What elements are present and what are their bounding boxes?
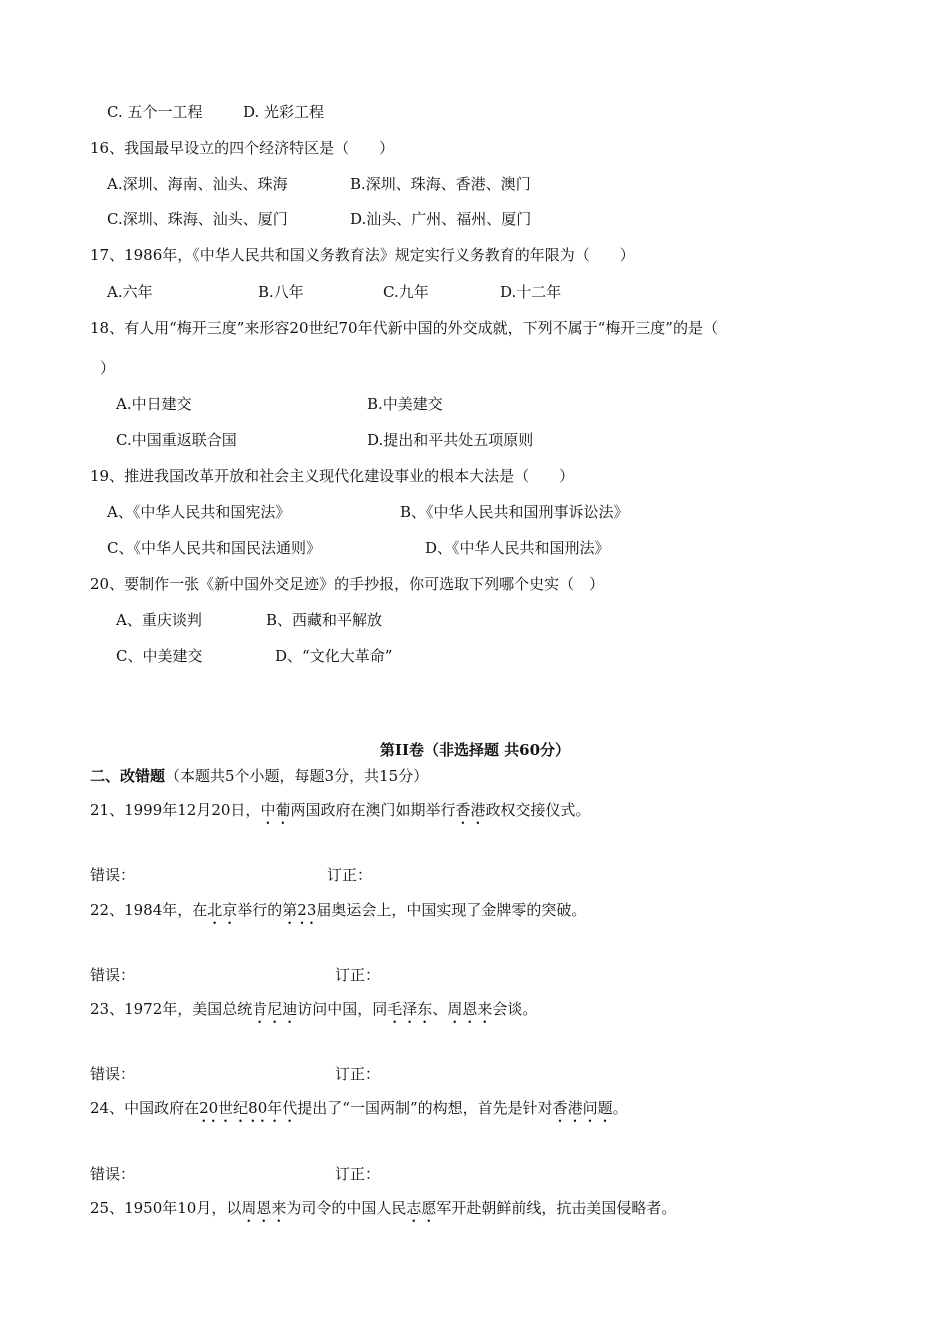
q24-error-mark-1: 20世纪80年代 [199, 1099, 298, 1117]
q20-option-a: A、重庆谈判 [116, 611, 202, 629]
q20-option-b: B、西藏和平解放 [266, 611, 383, 629]
q20-option-c: C、中美建交 [116, 647, 203, 665]
q24-stem [90, 1098, 628, 1126]
q16-option-a: A.深圳、海南、汕头、珠海 [107, 175, 288, 193]
q22-error-label: 错误： [90, 966, 136, 984]
q22-stem [90, 900, 586, 928]
q18-option-a: A.中日建交 [116, 395, 192, 413]
q23-text-2: 访问中国，同 [297, 1000, 388, 1018]
q20-stem: 20、要制作一张《新中国外交足迹》的手抄报，你可选取下列哪个史实（ ） [90, 575, 605, 593]
q19-option-c: C、《中华人民共和国民法通则》 [107, 539, 321, 557]
q21-text-2: 两国政府在澳门如期举行 [290, 801, 456, 819]
section-heading-note: （本题共5个小题，每题3分，共15分） [165, 767, 429, 785]
q19-option-a: A、《中华人民共和国宪法》 [107, 503, 291, 521]
section-heading [90, 766, 428, 786]
q18-option-c: C.中国重返联合国 [116, 431, 237, 449]
q24-error-mark-2: 香港问题 [552, 1099, 613, 1117]
q15-option-c: C. 五个一工程 [107, 103, 203, 121]
q24-fix-label: 订正： [335, 1165, 381, 1183]
q21-text-3: 政权交接仪式。 [485, 801, 591, 819]
q23-error-mark-1: 肯尼迪 [252, 1000, 298, 1018]
q18-stem-end: ） [100, 359, 116, 377]
q16-stem: 16、我国最早设立的四个经济特区是（ ） [90, 139, 395, 157]
q25-text-2: 为司令的中国人民 [286, 1199, 407, 1217]
q21-error-mark-2: 香港 [455, 801, 486, 819]
q24-error-label: 错误： [90, 1165, 136, 1183]
q23-error-label: 错误： [90, 1065, 136, 1083]
q21-error-label: 错误： [90, 866, 136, 884]
q17-option-a: A.六年 [107, 283, 153, 301]
q25-text-3: 军开赴朝鲜前线，抗击美国侵略者。 [436, 1199, 677, 1217]
q24-text-1: 24、中国政府在 [90, 1099, 200, 1117]
q19-option-b: B、《中华人民共和国刑事诉讼法》 [400, 503, 629, 521]
q18-stem: 18、有人用“梅开三度”来形容20世纪70年代新中国的外交成就，下列不属于“梅开三度”的是（ [90, 319, 718, 337]
q17-option-d: D.十二年 [500, 283, 562, 301]
q15-option-d: D. 光彩工程 [243, 103, 325, 121]
q21-fix-label: 订正： [327, 866, 373, 884]
q18-option-d: D.提出和平共处五项原则 [367, 431, 534, 449]
q16-option-d: D.汕头、广州、福州、厦门 [350, 210, 532, 228]
q25-error-mark-2: 志愿 [406, 1199, 437, 1217]
q17-option-b: B.八年 [258, 283, 304, 301]
q17-option-c: C.九年 [383, 283, 429, 301]
q17-stem: 17、1986年，《中华人民共和国义务教育法》规定实行义务教育的年限为（ ） [90, 246, 635, 264]
q22-error-mark-2: 第23 [282, 901, 317, 919]
q24-text-2: 提出了“一国两制”的构想，首先是针对 [297, 1099, 553, 1117]
q23-error-mark-3: 周恩来 [447, 1000, 493, 1018]
q23-fix-label: 订正： [335, 1065, 381, 1083]
q25-error-mark-1: 周恩来 [241, 1199, 287, 1217]
section-title: 第II卷（非选择题 共60分） [379, 741, 571, 759]
q18-option-b: B.中美建交 [367, 395, 443, 413]
q22-text-3: 届奥运会上，中国实现了金牌零的突破。 [316, 901, 587, 919]
q20-option-d: D、“文化大革命” [275, 647, 393, 665]
q25-text-1: 25、1950年10月，以 [90, 1199, 242, 1217]
q23-text-4: 会谈。 [492, 1000, 538, 1018]
q21-text-1: 21、1999年12月20日， [90, 801, 261, 819]
q23-text-3: 、 [432, 1000, 448, 1018]
q16-option-b: B.深圳、珠海、香港、澳门 [350, 175, 531, 193]
q23-error-mark-2: 毛泽东 [387, 1000, 433, 1018]
q22-fix-label: 订正： [335, 966, 381, 984]
q21-error-mark-1: 中葡 [260, 801, 291, 819]
q22-text-1: 22、1984年，在 [90, 901, 208, 919]
q22-error-mark-1: 北京 [207, 901, 238, 919]
q25-stem [90, 1198, 676, 1226]
q19-stem: 19、推进我国改革开放和社会主义现代化建设事业的根本大法是（ ） [90, 467, 575, 485]
q23-text-1: 23、1972年，美国总统 [90, 1000, 253, 1018]
q23-stem [90, 999, 537, 1027]
q24-text-3: 。 [612, 1099, 628, 1117]
q19-option-d: D、《中华人民共和国刑法》 [425, 539, 610, 557]
q22-text-2: 举行的 [237, 901, 283, 919]
section-heading-label: 二、改错题 [90, 767, 166, 785]
q16-option-c: C.深圳、珠海、汕头、厦门 [107, 210, 288, 228]
q21-stem [90, 800, 591, 828]
